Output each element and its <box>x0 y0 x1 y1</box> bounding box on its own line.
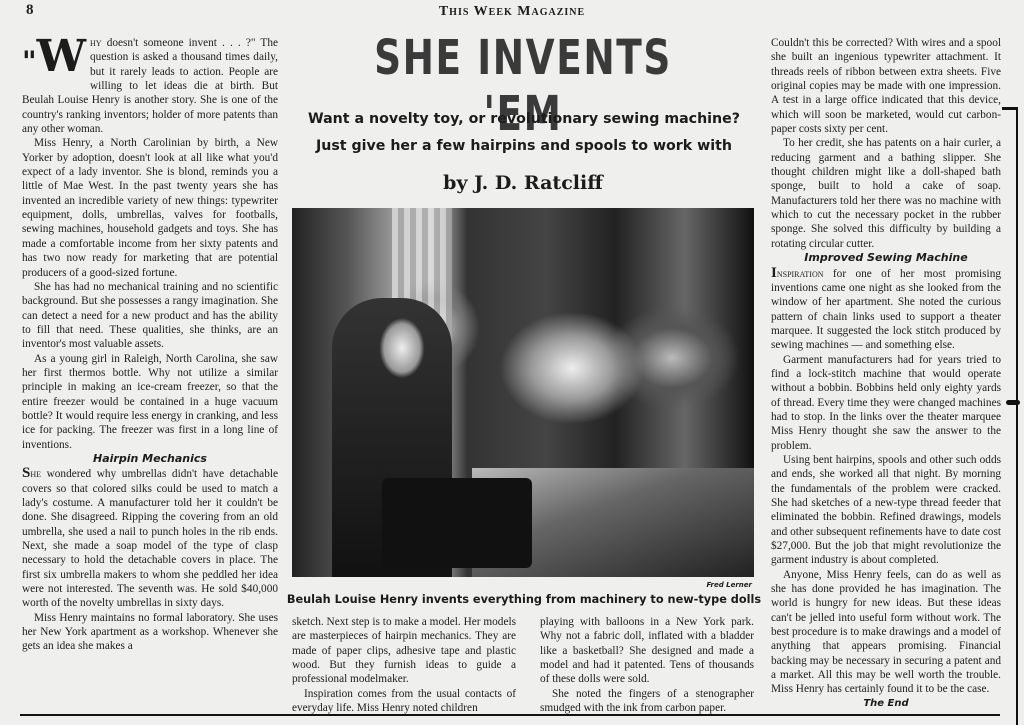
paragraph: As a young girl in Raleigh, North Carolina, she saw her first thermos bottle. Why not utilize a similar principle in making an ice-cream freezer, so that the entire freezer would be contained in a huge vacuum bottle? It would require less energy in cranking, and less ice for packing. The freezer was first in a long line of inventions. <box>22 352 278 451</box>
paragraph: Inspiration comes from the usual contacts of everyday life. Miss Henry noted children <box>292 687 516 715</box>
drop-cap: "W <box>22 31 87 82</box>
article-column-middle-2 <box>540 615 754 715</box>
paragraph: She wondered why umbrellas didn't have detachable covers so that colored silks could be used to match a lady's costume. A manufacturer told her it couldn't be done. She disagreed. Ripping the covering from an old umbrella, she used a nail to punch holes in the rib ends. Next, she made a soap model of the type of clasp necessary to hold the detachable covers in place. The first six umbrella makers to whom she peddled her idea were not interested. The seventh was. He sold $40,000 worth of the novelty umbrellas in sixty days. <box>22 465 278 610</box>
masthead: This Week Magazine <box>438 4 586 19</box>
paragraph: She noted the fingers of a stenographer smudged with the ink from carbon paper. <box>540 687 754 715</box>
paragraph: Garment manufacturers had for years tried to find a lock-stitch machine that would operate without a bobbin. Bobbins held only eighty yards of thread. Every time they were changed machines had to stop. In the links over the theater marquee Miss Henry thought she saw the answer to the problem. <box>771 353 1001 452</box>
paragraph: Inspiration for one of her most promising inventions came one night as she looked from the window of her apartment. She noted the curious pattern of chain links used to support a theater marquee. It suggested the lock stitch produced by sewing machines — and something else. <box>771 264 1001 352</box>
photo-inventor-at-typewriter <box>292 208 754 577</box>
paragraph: To her credit, she has patents on a hair curler, a reducing garment and a bathing slipper. She thought children might like a doll-shaped bath sponge, built to hold a cake of soap. Manufacturers told her there was no machine with which to cut the necessary pocket in the rubber sponge. She solved this difficulty by building a rotating circular cutter. <box>771 137 1001 250</box>
deck-line: Want a novelty toy, or revolutionary sewing machine? <box>307 111 741 127</box>
photo-caption: Beulah Louise Henry invents everything from machinery to new-type dolls <box>286 593 762 606</box>
rule-tick <box>1006 400 1020 405</box>
photo-typewriter <box>382 478 532 568</box>
subheading: Hairpin Mechanics <box>93 451 207 465</box>
paragraph: sketch. Next step is to make a model. Her models are masterpieces of hairpin mechanics. They are made of paper clips, adhesive tape and plastic wood. But they furnish ideas to guide a professional modelmaker. <box>292 616 516 686</box>
page-number: 8 <box>26 2 34 18</box>
rule-tick <box>1002 107 1018 110</box>
page-edge-rule <box>1016 108 1018 725</box>
article-column-left <box>22 31 278 654</box>
bottom-rule <box>20 714 1000 716</box>
photo-credit: Fred Lerner <box>706 581 752 589</box>
byline: by J. D. Ratcliff <box>443 172 603 194</box>
headline: SHE INVENTS 'EM <box>374 30 672 142</box>
paragraph: Couldn't this be corrected? With wires and a spool she built an ingenious typewriter attachment. It threads reels of ribbon between extra sheets. Five original copies may be made with one impression. A test in a large office indicated that this device, which will soon be marketed, would cut carbon-paper costs sixty per cent. <box>771 37 1001 136</box>
end-mark: The End <box>863 697 909 709</box>
deck <box>285 106 763 160</box>
paragraph: She has had no mechanical training and no scientific background. But she possesses a rangy imagination. She can detect a need for a new product and has the ability to fill that need. These qualities, she thinks, are an inventor's most valuable assets. <box>22 280 278 351</box>
article-column-middle-1 <box>292 615 516 715</box>
paragraph: Miss Henry, a North Carolinian by birth, a New Yorker by adoption, doesn't look at all like what you'd expect of a lady inventor. She is blond, reminds you a little of Mae West. In the past twenty years she has invented an incredible variety of new things: typewriter equipment, dolls, umbrellas, valves for footballs, sewing machines, household gadgets and toys. She has made a comfortable income from her sixty patents and has two now ready for marketing that are potential producers of a good-sized fortune. <box>22 137 278 279</box>
subheading: Improved Sewing Machine <box>804 251 968 265</box>
lead-paragraph: "W hy doesn't someone invent . . . ?" The question is asked a thousand times daily, but it rarely leads to action. People are willing to let ideas die at birth. But Beulah Louise Henry is another story. She is one of the country's ranking inventors; holder of more patents than any other woman. <box>22 31 278 136</box>
article-column-right <box>771 36 1001 711</box>
paragraph: Miss Henry maintains no formal laboratory. She uses her New York apartment as a workshop. Whenever she gets an idea she makes a <box>22 611 278 653</box>
deck-line: Just give her a few hairpins and spools to work with <box>315 138 733 154</box>
paragraph: Anyone, Miss Henry feels, can do as well as she has done provided he has imagination. The world is hungry for new ideas. But these ideas can't be jelled into useful form without work. The best procedure is to make drawings and a model of anything that appears promising. Financial backing may be necessary in securing a patent and a market. All this may be well worth the trouble. Miss Henry has certainly found it to be the case. <box>771 568 1001 696</box>
paragraph: Using bent hairpins, spools and other such odds and ends, she worked all that night. By morning the fundamentals of the problem were cracked. She had sketches of a new-type thread feeder that eliminated the bobbin. Refined drawings, models and other subsequent refinements have to date cost $27,000. But the job that might revolutionize the garment industry is about completed. <box>771 453 1001 567</box>
paragraph: playing with balloons in a New York park. Why not a fabric doll, inflated with a bladder like a basketball? She designed and made a model and had it patented. Tens of thousands of these dolls were sold. <box>540 616 754 686</box>
